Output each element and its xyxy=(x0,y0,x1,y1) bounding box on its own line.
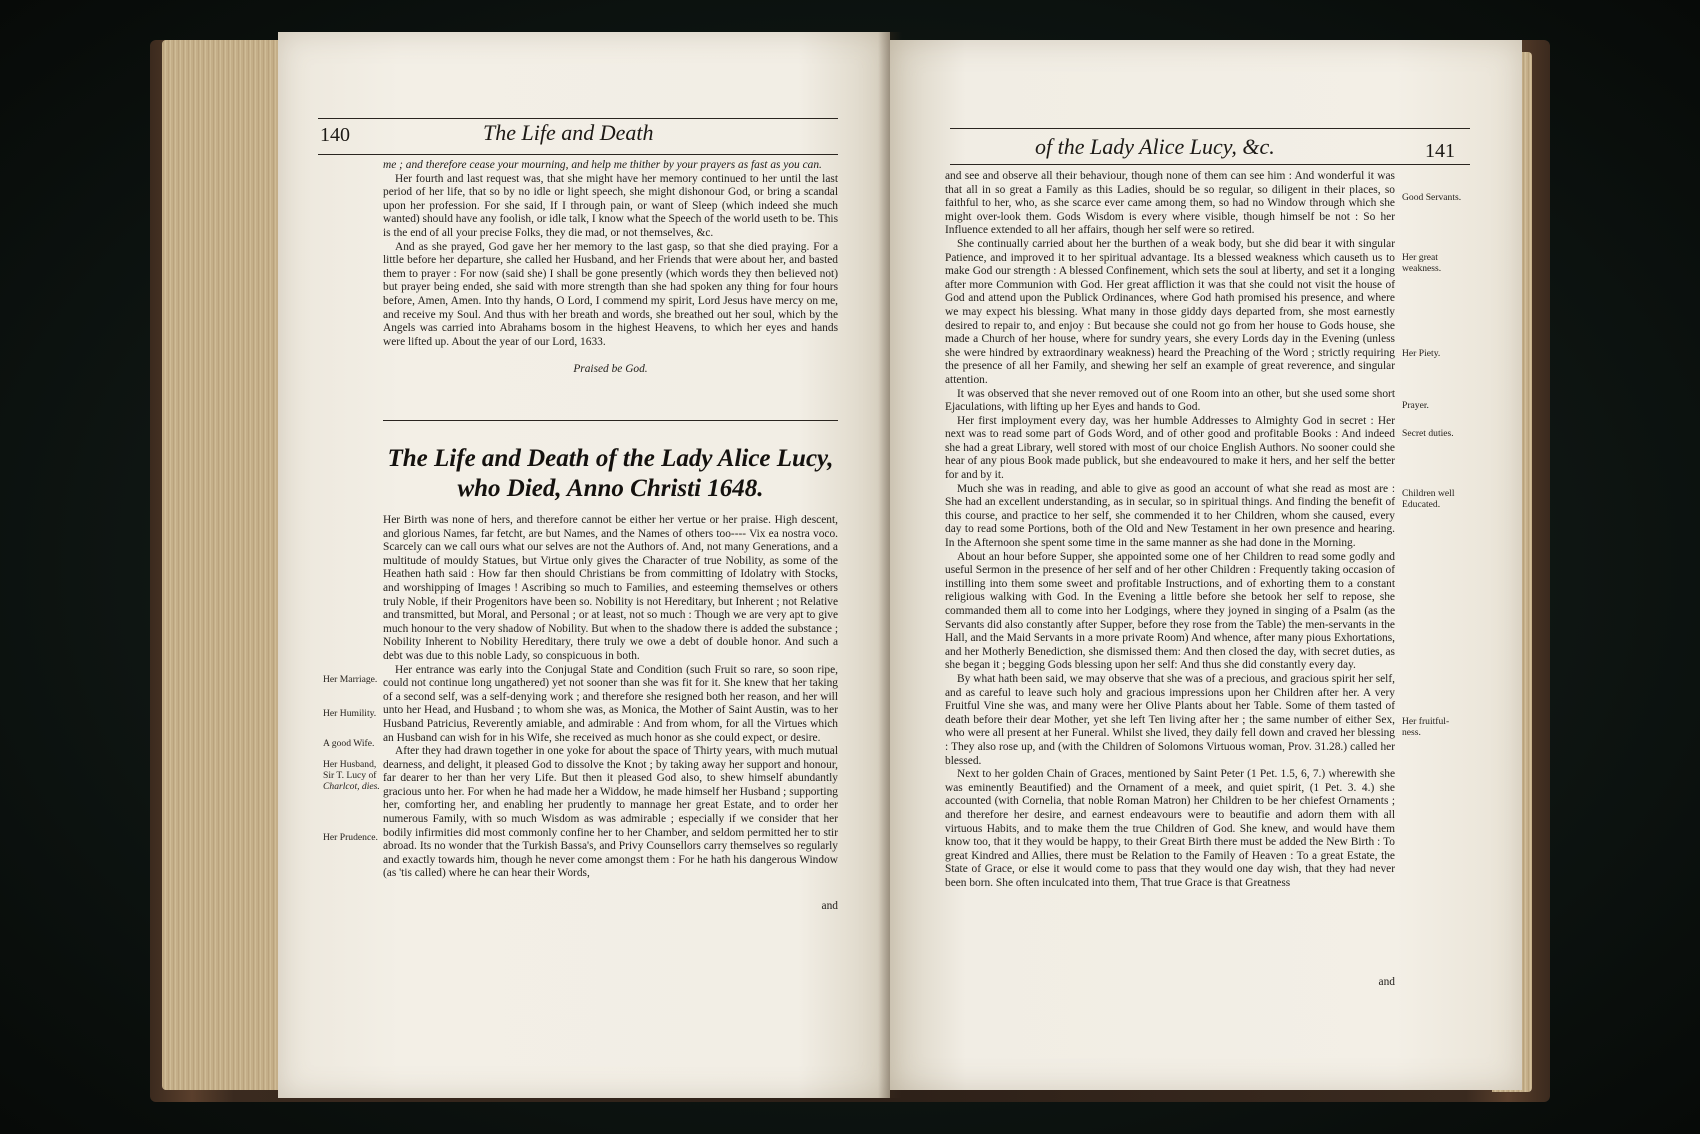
running-head: of the Lady Alice Lucy, &c. xyxy=(1035,134,1275,159)
margin-note-line: ness. xyxy=(1402,727,1421,738)
catchword: and xyxy=(1378,976,1395,988)
margin-note-line: Charlcot, dies. xyxy=(323,781,380,792)
paragraph: About an hour before Supper, she appointed some one of her Children to read some godly and useful Sermon in the presence of her self and of her other Children : Frequently taking occasion of instilling into them some sweet and profitable Instructions, and of exhorting them to a constant religious walking with God. In the Evening a little before she betook her self to repose, she commanded them all to come into her Lodgings, where they joyned in singing of a Psalm (as the Servants did also constantly after Supper, before they rose from the Table) the men-servants in the Hall, and the Maid Servants in a more private Room) And whence, after many pious Exhortations, and her Motherly Benediction, she dismissed them: And then closed the day, with secret duties, as she began it ; begging Gods blessing upon her self: And thus she did constantly every day. xyxy=(945,550,1395,672)
header-rule-bottom xyxy=(318,154,838,155)
paragraph: Next to her golden Chain of Graces, mentioned by Saint Peter (1 Pet. 1.5, 6, 7.) wherewith she was eminently Beautified) and the Ornament of a meek, and quiet spirit, (1 Pet. 3. 4.) she accounted (with Cornelia, that noble Roman Matron) her Children to be her chiefest Ornaments ; and therefore her desire, and earnest endeavours were to beautifie and adorn them with all virtuous Habits, and to make them the true Children of God. She knew, and would have them know too, that it they would be happy, to their Great Birth there must be added the New Birth : To great Kindred and Allies, there must be Relation to the Family of Heaven : To a great Estate, the State of Grace, or else it would come to pass that they would one day wish, that they had never been born. She often inculcated into them, That true Grace is that Greatness xyxy=(945,768,1395,889)
margin-note-weakness xyxy=(1402,252,1441,274)
paragraph: Her fourth and last request was, that she might have her memory continued to her until the last period of her life, that so by no idle or light speech, she might dishonour God, or bring a scandal upon her profession. For she said, If I through pain, or want of Sleep (which indeed she much wanted) should have any foolish, or idle talk, I know what the Speech of the world useth to be. This is the end of all your precise Folks, they die mad, or not themselves, &c. xyxy=(383,172,838,239)
margin-note-prudence: Her Prudence. xyxy=(323,832,378,843)
margin-note-husband xyxy=(323,759,380,792)
section-rule xyxy=(383,420,838,421)
catchword: and xyxy=(821,900,838,912)
right-body xyxy=(945,170,1395,890)
margin-note-fruitful xyxy=(1402,716,1449,738)
continued-text xyxy=(383,159,838,377)
paragraph: And as she prayed, God gave her her memory to the last gasp, so that she died praying. For a little before her departure, she called her Husband, and her Friends that were about her, and basted them to prayer : For now (said she) I shall be gone presently (which words they then believed not) but prayer being ended, she said with more strength than she had spoken any thing for four hours before, Amen, Amen. Into thy hands, O Lord, I commend my spirit, Lord Jesus have mercy on me, and receive my Soul. And thus with her breath and words, she breathed out her soul, which by the Angels was carried into Abrahams bosom in the highest Heavens, to which her eyes and hands were lifted up. About the year of our Lord, 1633. xyxy=(383,240,838,348)
paragraph: Her first imployment every day, was her humble Addresses to Almighty God in secret : Her next was to read some part of Gods Word, and of other good and profitable Books : And indeed she had a great Library, well stored with most of our choice English Authors. No sooner could she hear of any pious Book made publick, but she endeavoured to make it hers, and her self the better for and by it. xyxy=(945,414,1395,482)
header-rule-bottom xyxy=(950,164,1470,165)
margin-note-line: weakness. xyxy=(1402,263,1442,274)
header-rule-top xyxy=(318,118,838,119)
margin-note-humility: Her Humility. xyxy=(323,708,377,719)
paragraph: me ; and therefore cease your mourning, and help me thither by your prayers as fast as you can. xyxy=(383,159,822,171)
margin-note-secret: Secret duties. xyxy=(1402,428,1454,439)
running-head: The Life and Death xyxy=(483,120,654,145)
chapter-title-line-1: The Life and Death of the Lady Alice Lucy, xyxy=(387,445,834,472)
closing-line: Praised be God. xyxy=(573,363,648,376)
margin-note-children xyxy=(1402,488,1455,510)
paragraph: By what hath been said, we may observe that she was of a precious, and gracious spirit her self, and as careful to leave such holy and gracious impressions upon her Children after her. A very Fruitful Vine she was, and many were her Olive Plants about her Table. Some of them tasted of death before their dear Mother, yet she left Ten living after her ; the same number of either Sex, who were all present at her Funeral. Whilst she lived, they daily fell down and craved her blessing : They also rose up, and (with the Children of Solomons Virtuous woman, Prov. 31.28.) called her blessed. xyxy=(945,672,1395,767)
margin-note-servants: Good Servants. xyxy=(1402,192,1462,203)
margin-note-prayer: Prayer. xyxy=(1402,400,1429,411)
margin-note-line: Her Husband, xyxy=(323,759,377,770)
chapter-title-line-2: who Died, Anno Christi 1648. xyxy=(457,475,764,502)
margin-note-line: Her fruitful- xyxy=(1402,716,1450,727)
paragraph: Her entrance was early into the Conjugal State and Condition (such Fruit so rare, so soon ripe, could not continue long ungathered) yet not sooner than she was fit for it. She knew that her taking of a second self, was a self-denying work ; and therefore she resigned both her reason, and her will unto her Head, and Husband ; to whom she was, as Monica, the Mother of Saint Austin, was to her Husband Patricius, Reverently amiable, and admirable : And from whom, for all the Virtues which an Husband can wish for in his Wife, she received as much honor as she could expect, or desire. xyxy=(383,663,838,744)
paragraph: Much she was in reading, and able to give as good an account of what she read as most are : She had an excellent understanding, as in secular, so in spiritual things. And finding the benefit of this course, and practice to her self, she commended it to her Children, whom she caused, every day to read some Portions, both of the Old and New Testament in her own presence and hearing. In the Afternoon she spent some time in the same manner as she had done in the Morning. xyxy=(945,482,1395,550)
margin-note-marriage: Her Marriage. xyxy=(323,674,378,685)
margin-note-line: Her great xyxy=(1402,252,1438,263)
margin-note-good-wife: A good Wife. xyxy=(323,738,375,749)
margin-note-line: Sir T. Lucy of xyxy=(323,770,377,781)
page-number: 140 xyxy=(320,124,350,146)
paragraph: She continually carried about her the burthen of a weak body, but she did bear it with singular Patience, and improved it to her spiritual advantage. Its a blessed weakness which causeth us to make God our strength : A blessed Confinement, which sets the soul at liberty, and set it a longing after more Communion with God. Her great affliction it was that she could not visit the house of God and attend upon the Publick Ordinances, where God hath promised his presence, and where we may expect his blessing. What many in those giddy days departed from, she most earnestly desired to repair to, and enjoy : But because she could not go from her house to Gods house, she made a Church of her house, where for sundry years, she every Lords day in the Evening (unless she were hindred by extraordinary weakness) heard the Preaching of the Word ; strictly requiring the presence of all her Family, and shewing her self an example of great reverence, and singular attention. xyxy=(945,237,1395,386)
paragraph: and see and observe all their behaviour, though none of them can see him : And wonderful it was that all in so great a Family as this Ladies, should be so regular, so diligent in their places, so faithful to her, who, as she scarce ever came among them, so had no Window through which she might over-look them. Gods Wisdom is every where visible, though himself be not : So her Influence extended to all her affairs, though her self were so retired. xyxy=(945,170,1395,237)
margin-note-piety: Her Piety. xyxy=(1402,348,1441,359)
open-book xyxy=(150,22,1550,1102)
chapter-body xyxy=(383,514,838,881)
chapter-title xyxy=(383,444,838,504)
right-page xyxy=(890,40,1522,1090)
paragraph: After they had drawn together in one yoke for about the space of Thirty years, with much mutual dearness, and delight, it pleased God to dissolve the Knot ; by taking away her support and honour, far dearer to her than her very Life. But then it pleased God also, to shew himself abundantly gracious unto her. For when he had made her a Widdow, he made himself her Husband ; supporting her, comforting her, and enabling her prudently to mannage her great Estate, and to order her numerous Family, with so much Wisdom as was admirable ; especially if we consider that her bodily infirmities did most commonly confine her to her Chamber, and seldom permitted her to stir abroad. Its no wonder that the Turkish Bassa's, and Privy Counsellors carry themselves so regularly and exactly towards him, though he never come amongst them : For he hath his dangerous Window (as 'tis called) where he can hear their Words, xyxy=(383,745,838,880)
margin-note-line: Children well xyxy=(1402,488,1455,499)
paragraph: It was observed that she never removed out of one Room into an other, but she used some short Ejaculations, with lifting up her Eyes and hands to God. xyxy=(945,387,1395,414)
page-number: 141 xyxy=(1425,140,1455,162)
paragraph: Her Birth was none of hers, and therefore cannot be either her vertue or her praise. High descent, and glorious Names, far fetcht, are but Names, and the Names of others too---- Vix ea nostra voco. Scarcely can we call ours what our selves are not the Authors of. And, not many Generations, and a multitude of mouldy Statues, but Virtue only gives the Character of true Nobility, as some of the Heathen hath said : How far then should Christians be from committing of Idolatry with Stocks, and worshipping of Images ! Ascribing so much to Families, and esteeming themselves or others truly Noble, if their Progenitors have been so. Nobility is not Hereditary, but Inherent ; not Relative and transmitted, but Moral, and Personal ; or at least, not so much : Though we are very apt to give much honour to the very shadow of Nobility. But when to the shadow there is added the substance ; Nobility Inherent to Nobility Hereditary, there truly we owe a debt of double honor. And such a debt was due to this noble Lady, so conspicuous in both. xyxy=(383,514,838,662)
left-page xyxy=(278,32,890,1098)
left-page-edges xyxy=(162,40,278,1090)
margin-note-line: Educated. xyxy=(1402,499,1441,510)
header-rule-top xyxy=(950,128,1470,129)
